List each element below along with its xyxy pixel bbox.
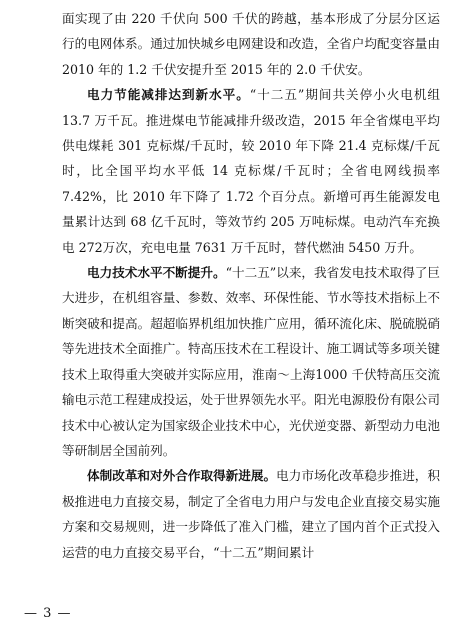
page-number: — 3 — [24, 606, 72, 621]
paragraph-3-text: “十二五”以来，我省发电技术取得了巨大进步，在机组容量、参数、效率、环保性能、节水等技术指标上不断突破和提高。超超临界机组加快推广应用，循环流化床、脱硫脱硝等先进技术全面推广。特高压技术在工程设计、施工调试等多项关键技术上取得重大突破并实际应用，淮南～上海1000 千伏特高压交流输电示范工程建成投运，处于世界领先水平。阳光电源股份有限公司技术中心被认定为国家级企业技术中心，光伏逆变器、新型动力电池等研制居全国前列。 [62, 265, 440, 458]
paragraph-2 [62, 82, 440, 260]
paragraph-4-heading: 体制改革和对外合作取得新进展。 [87, 468, 277, 484]
paragraph-1 [62, 6, 440, 82]
paragraph-3-heading: 电力技术水平不断提升。 [87, 265, 226, 281]
body-text [62, 6, 440, 565]
paragraph-4-text: 电力市场化改革稳步推进，积极推进电力直接交易，制定了全省电力用户与发电企业直接交易实施方案和交易规则，进一步降低了准入门槛，建立了国内首个正式投入运营的电力直接交易平台，“十二五”期间累计 [62, 468, 441, 560]
paragraph-2-text: “十二五”期间共关停小火电机组13.7 万千瓦。推进煤电节能减排升级改造，2015 年全省煤电平均供电煤耗 301 克标煤/千瓦时，较 2010 年下降 21.4 克标煤/千瓦时，比全国平均水平低 14 克标煤/千瓦时；全省电网线损率 7.42%，比 2010 年下降了 1.72 个百分点。新增可再生能源发电量累计达到 68 亿千瓦时，等效节约 205 万吨标煤。电动汽车充换电 272万次，充电电量 7631 万千瓦时，替代燃油 5450 万升。 [62, 87, 440, 255]
paragraph-1-text: 面实现了由 220 千伏向 500 千伏的跨越，基本形成了分层分区运行的电网体系。通过加快城乡电网建设和改造，全省户均配变容量由2010 年的 1.2 千伏安提升至 2015 年的 2.0 千伏安。 [62, 11, 440, 77]
paragraph-3 [62, 260, 440, 463]
paragraph-4 [62, 463, 440, 565]
paragraph-2-heading: 电力节能减排达到新水平。 [87, 87, 250, 103]
